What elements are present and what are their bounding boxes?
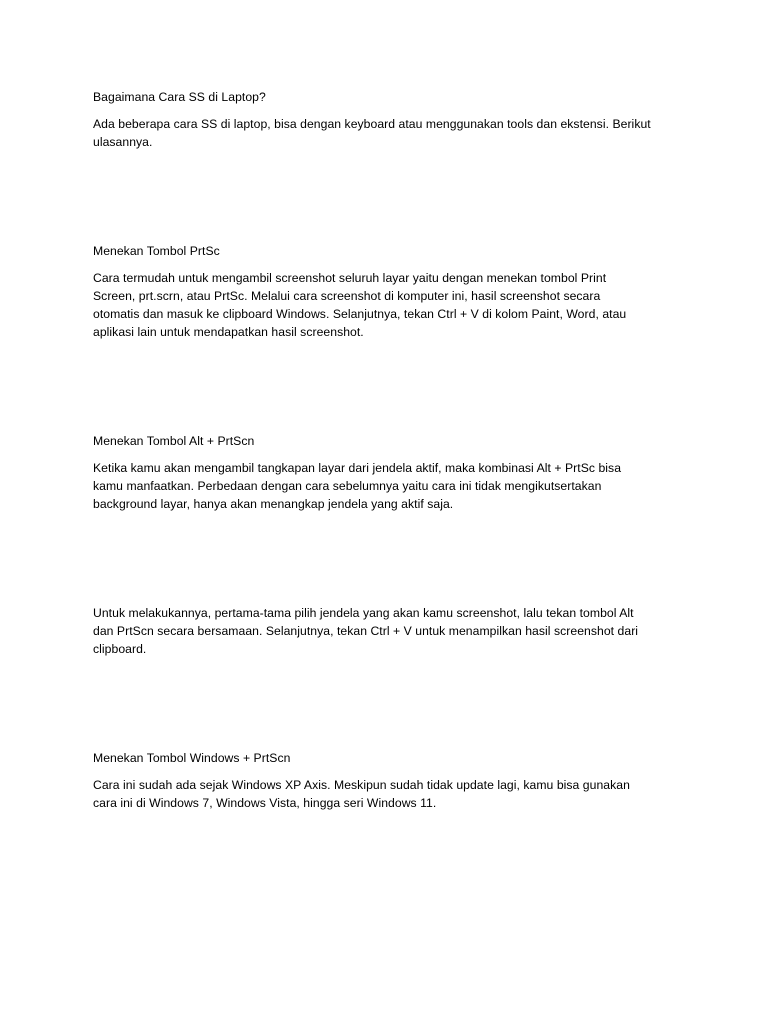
prtsc-paragraph xyxy=(93,269,683,341)
heading-text: Menekan Tombol Windows + PrtScn xyxy=(93,751,291,765)
alt-prtscn-paragraph xyxy=(93,459,683,513)
heading-text: Menekan Tombol PrtSc xyxy=(93,244,220,258)
heading-menekan-tombol-windows-prtscn xyxy=(93,749,683,767)
heading-bagaimana-cara-ss xyxy=(93,88,683,106)
paragraph-line: Untuk melakukannya, pertama-tama pilih jendela yang akan kamu screenshot, lalu tekan tombol Alt xyxy=(93,606,634,620)
intro-paragraph xyxy=(93,115,683,151)
paragraph-line: otomatis dan masuk ke clipboard Windows. Selanjutnya, tekan Ctrl + V di kolom Paint, Word, atau xyxy=(93,307,627,321)
paragraph-line: Ketika kamu akan mengambil tangkapan layar dari jendela aktif, maka kombinasi Alt + PrtSc bisa xyxy=(93,461,622,475)
paragraph-line: dan PrtScn secara bersamaan. Selanjutnya, tekan Ctrl + V untuk menampilkan hasil screenshot dari xyxy=(93,624,639,638)
paragraph-line: Cara termudah untuk mengambil screenshot seluruh layar yaitu dengan menekan tombol Print xyxy=(93,271,607,285)
heading-text: Menekan Tombol Alt + PrtScn xyxy=(93,434,255,448)
paragraph-line: aplikasi lain untuk mendapatkan hasil screenshot. xyxy=(93,325,364,339)
paragraph-line: kamu manfaatkan. Perbedaan dengan cara sebelumnya yaitu cara ini tidak mengikutsertakan xyxy=(93,479,602,493)
paragraph-line: ulasannya. xyxy=(93,135,153,149)
paragraph-line: cara ini di Windows 7, Windows Vista, hingga seri Windows 11. xyxy=(93,796,437,810)
windows-prtscn-paragraph xyxy=(93,776,683,812)
paragraph-line: Screen, prt.scrn, atau PrtSc. Melalui cara screenshot di komputer ini, hasil screenshot secara xyxy=(93,289,601,303)
paragraph-line: Cara ini sudah ada sejak Windows XP Axis. Meskipun sudah tidak update lagi, kamu bisa gunakan xyxy=(93,778,630,792)
alt-prtscn-steps-paragraph xyxy=(93,604,683,658)
paragraph-line: Ada beberapa cara SS di laptop, bisa dengan keyboard atau menggunakan tools dan ekstensi. Berikut xyxy=(93,117,651,131)
paragraph-line: clipboard. xyxy=(93,642,147,656)
paragraph-line: background layar, hanya akan menangkap jendela yang aktif saja. xyxy=(93,497,454,511)
heading-menekan-tombol-prtsc xyxy=(93,242,683,260)
heading-menekan-tombol-alt-prtscn xyxy=(93,432,683,450)
heading-text: Bagaimana Cara SS di Laptop? xyxy=(93,90,266,104)
